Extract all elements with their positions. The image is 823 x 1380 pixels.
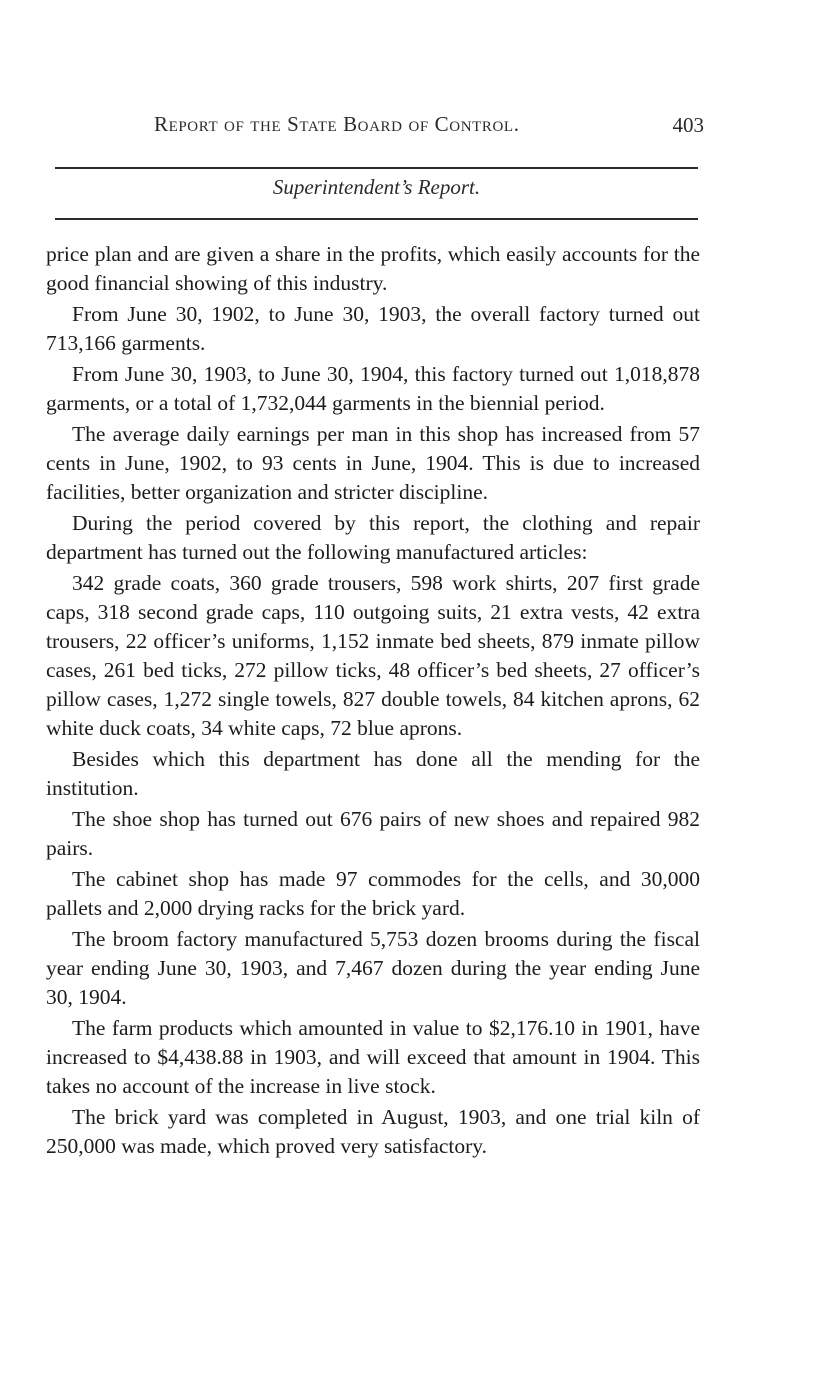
paragraph-clothing-department: During the period covered by this report, the clothing and repair department has turned out the following manufactured articles: — [46, 511, 700, 564]
paragraph-shoe-shop: The shoe shop has turned out 676 pairs of new shoes and repaired 982 pairs. — [46, 807, 700, 860]
section-title: Superintendent’s Report. — [272, 175, 481, 199]
paragraph-broom-factory: The broom factory manufactured 5,753 dozen brooms during the fiscal year ending June 30, 1903, and 7,467 dozen during the year ending June 30, 1904. — [46, 927, 700, 1009]
running-header — [150, 112, 702, 146]
paragraph-mending: Besides which this department has done all the mending for the institution. — [46, 747, 700, 800]
paragraph-brick-yard: The brick yard was completed in August, 1903, and one trial kiln of 250,000 was made, which proved very satisfactory. — [46, 1105, 700, 1158]
paragraph-farm-products: The farm products which amounted in value to $2,176.10 in 1901, have increased to $4,438.88 in 1903, and will exceed that amount in 1904. This takes no account of the increase in live stock. — [46, 1016, 700, 1098]
paragraph-production-1904: From June 30, 1903, to June 30, 1904, this factory turned out 1,018,878 garments, or a total of 1,732,044 garments in the biennial period. — [46, 362, 700, 415]
paragraph-production-1903: From June 30, 1902, to June 30, 1903, the overall factory turned out 713,166 garments. — [46, 302, 700, 355]
header-rule-bottom — [55, 218, 698, 220]
paragraph-daily-earnings: The average daily earnings per man in this shop has increased from 57 cents in June, 1902, to 93 cents in June, 1904. This is due to increased facilities, better organization and stricter discipline. — [46, 422, 700, 504]
running-title: Report of the State Board of Control. — [154, 112, 520, 136]
paragraph-cabinet-shop: The cabinet shop has made 97 commodes for the cells, and 30,000 pallets and 2,000 drying racks for the brick yard. — [46, 867, 700, 920]
paragraph-articles-list: 342 grade coats, 360 grade trousers, 598 work shirts, 207 first grade caps, 318 second grade caps, 110 outgoing suits, 21 extra vests, 42 extra trousers, 22 officer’s uniforms, 1,152 inmate bed sheets, 879 inmate pillow cases, 261 bed ticks, 272 pillow ticks, 48 officer’s bed sheets, 27 officer’s pillow cases, 1,272 single towels, 827 double towels, 84 kitchen aprons, 62 white duck coats, 34 white caps, 72 blue aprons. — [46, 571, 700, 740]
header-rule-top — [55, 167, 698, 169]
page-number: 403 — [672, 113, 704, 137]
body-text — [46, 240, 700, 1163]
paragraph-continued: price plan and are given a share in the profits, which easily accounts for the good financial showing of this industry. — [46, 242, 700, 295]
